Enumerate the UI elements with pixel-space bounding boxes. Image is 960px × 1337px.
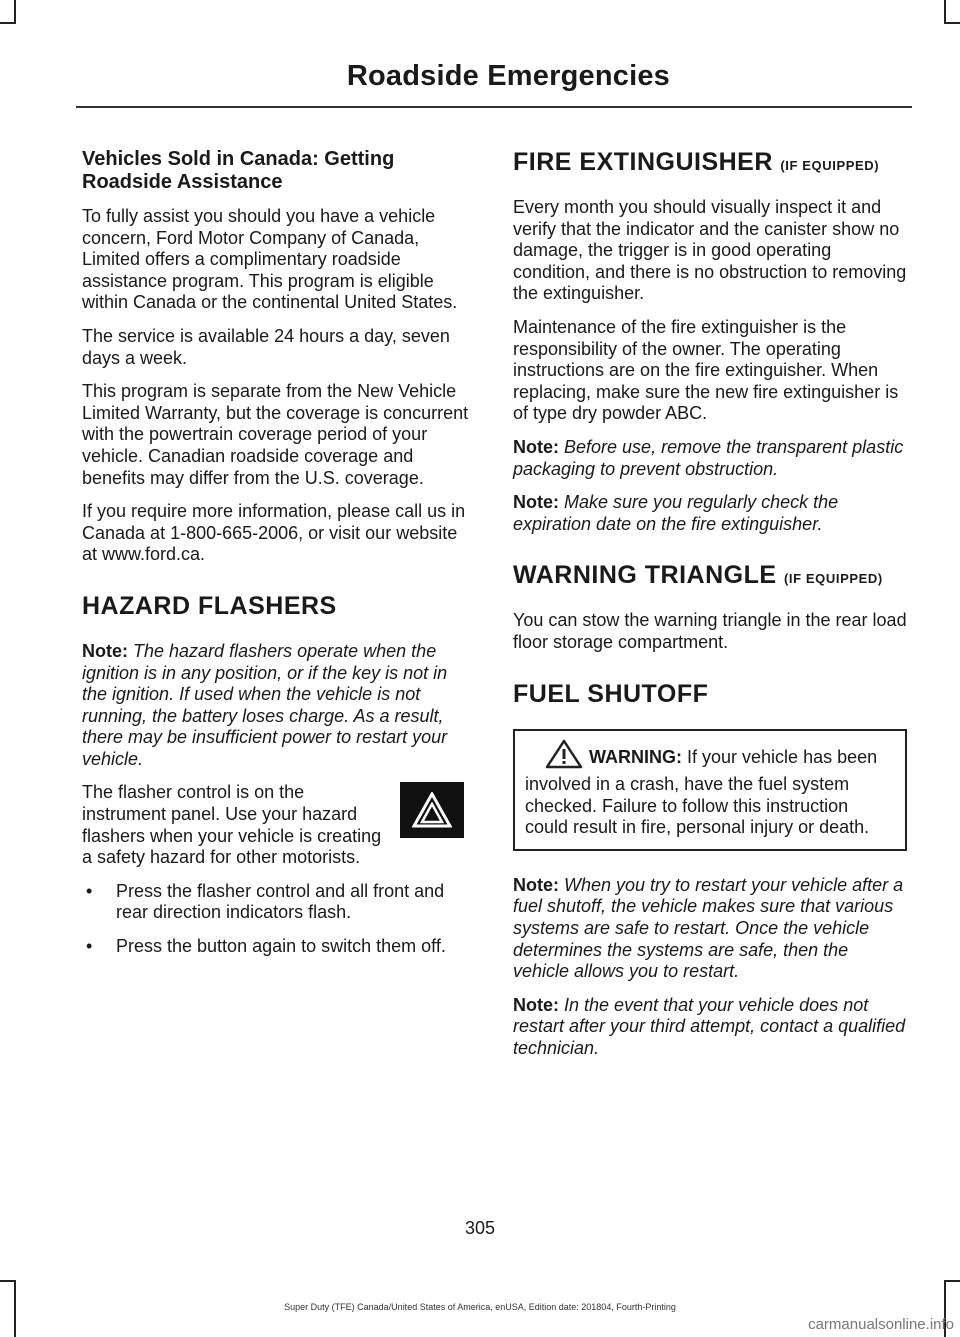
paragraph: If you require more information, please call us in Canada at 1-800-665-2006, or visit our website at www.ford.ca. [82,501,466,565]
roadside-assistance-subheading: Vehicles Sold in Canada: Getting Roadside Assistance [82,148,395,193]
fire-extinguisher-heading [513,148,907,177]
crop-mark [14,0,16,22]
note-text: The hazard flashers operate when the ignition is in any position, or if the key is not in the ignition. If used when the vehicle is not running, the battery loses charge. As a result, there may be insufficient power to restart your vehicle. [82,640,448,769]
note [513,437,907,480]
crop-mark [944,0,946,22]
if-equipped-tag: (IF EQUIPPED) [784,571,883,587]
paragraph: Maintenance of the fire extinguisher is the responsibility of the owner. The operating instructions are on the fire extinguisher. When replacing, make sure the new fire extinguisher is of type dry powder ABC. [513,316,899,424]
warning-box [513,729,907,851]
note-label: Note: [513,994,559,1015]
paragraph: The flasher control is on the instrument panel. Use your hazard flashers when your vehicle is creating a safety hazard for other motorists. [82,782,382,868]
note [82,641,476,771]
right-column [513,148,907,1072]
paragraph: This program is separate from the New Vehicle Limited Warranty, but the coverage is concurrent with the powertrain coverage period of your vehicle. Canadian roadside coverage and benefits may differ from the U.S. coverage. [82,381,469,488]
page-title: Roadside Emergencies [346,60,670,92]
note [513,492,907,535]
watermark: carmanualsonline.info [808,1316,954,1333]
warning-exclamation-icon [545,739,583,775]
list-item: • Press the flasher control and all front and rear direction indicators flash. [82,881,476,924]
paragraph: The service is available 24 hours a day, seven days a week. [82,325,450,368]
paragraph: To fully assist you should you have a vehicle concern, Ford Motor Company of Canada, Limited offers a complimentary roadside assistance program. This program is eligible within Canada or the continental United States. [82,206,458,313]
header-divider [76,106,912,108]
warning-text: If your vehicle has been involved in a crash, have the fuel system checked. Failure to follow this instruction could result in fire, personal injury or death. [525,746,878,838]
footer-edition: Super Duty (TFE) Canada/United States of America, enUSA, Edition date: 201804, Fourth-Printing [284,1302,676,1312]
heading-text: FIRE EXTINGUISHER [513,148,773,176]
warning-triangle-heading [513,561,907,590]
crop-mark [944,1280,960,1282]
note-label: Note: [513,492,559,513]
if-equipped-tag: (IF EQUIPPED) [780,158,880,173]
note-label: Note: [513,874,559,895]
hazard-flashers-heading: HAZARD FLASHERS [82,591,337,620]
note [513,995,907,1060]
list-item: • Press the button again to switch them off. [82,936,476,958]
note-text: Before use, remove the transparent plastic packaging to prevent obstruction. [513,436,904,479]
fuel-shutoff-heading: FUEL SHUTOFF [513,679,709,708]
bullet-list [82,881,476,958]
note-text: Make sure you regularly check the expiration date on the fire extinguisher. [513,492,839,534]
left-column [82,148,476,970]
paragraph: Every month you should visually inspect it and verify that the indicator and the canister show no damage, the trigger is in good operating condition, and there is no obstruction to removing the extinguisher. [513,197,907,304]
warning-label: WARNING: [589,746,682,767]
flasher-paragraph [82,782,476,880]
paragraph: You can stow the warning triangle in the rear load floor storage compartment. [513,610,907,652]
crop-mark [0,1280,16,1282]
note-text: When you try to restart your vehicle after a fuel shutoff, the vehicle makes sure that various systems are safe to restart. Once the vehicle determines the systems are safe, then the vehicle allows you to restart. [513,874,904,982]
note [513,875,907,983]
note-text: In the event that your vehicle does not restart after your third attempt, contact a qualified technician. [513,994,906,1059]
page-number: 305 [464,1218,496,1238]
note-label: Note: [513,436,559,457]
note-label: Note: [82,640,128,661]
crop-mark [0,22,16,24]
crop-mark [944,22,960,24]
hazard-triangle-icon [400,782,464,838]
heading-text: WARNING TRIANGLE [513,561,777,590]
